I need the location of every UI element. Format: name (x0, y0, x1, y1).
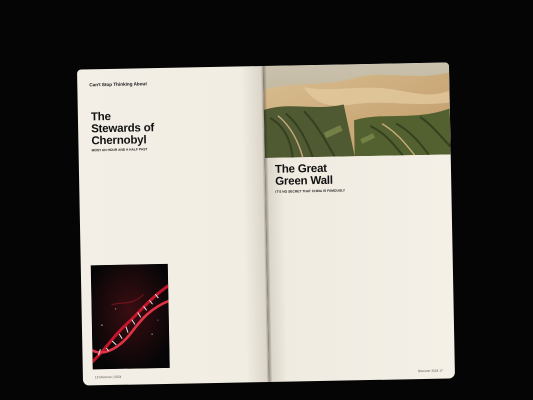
dna-helix-image (91, 264, 170, 369)
desert-aerial-photo (263, 62, 451, 158)
left-page (77, 66, 269, 386)
page-number-left: 16 Discover | 2024 (94, 374, 122, 380)
article-title-chernobyl: The Stewards of Chernobyl (90, 110, 155, 148)
section-kicker: Can't Stop Thinking About (89, 81, 147, 88)
magazine-spread (77, 62, 455, 385)
article-lede-chernobyl: MOST AN HOUR AND A HALF PAST (91, 147, 148, 153)
page-number-right: Discover 2024 17 (418, 368, 443, 374)
body-text-column (167, 93, 258, 365)
article-lede-green-wall: IT'S NO SECRET THAT CHINA IS FAMOUSLY (275, 188, 346, 194)
right-page (263, 62, 455, 382)
article-title-green-wall: The Great Green Wall (274, 162, 333, 188)
body-text-column (92, 152, 158, 267)
body-text-column (361, 161, 445, 362)
body-text-column (275, 192, 356, 363)
